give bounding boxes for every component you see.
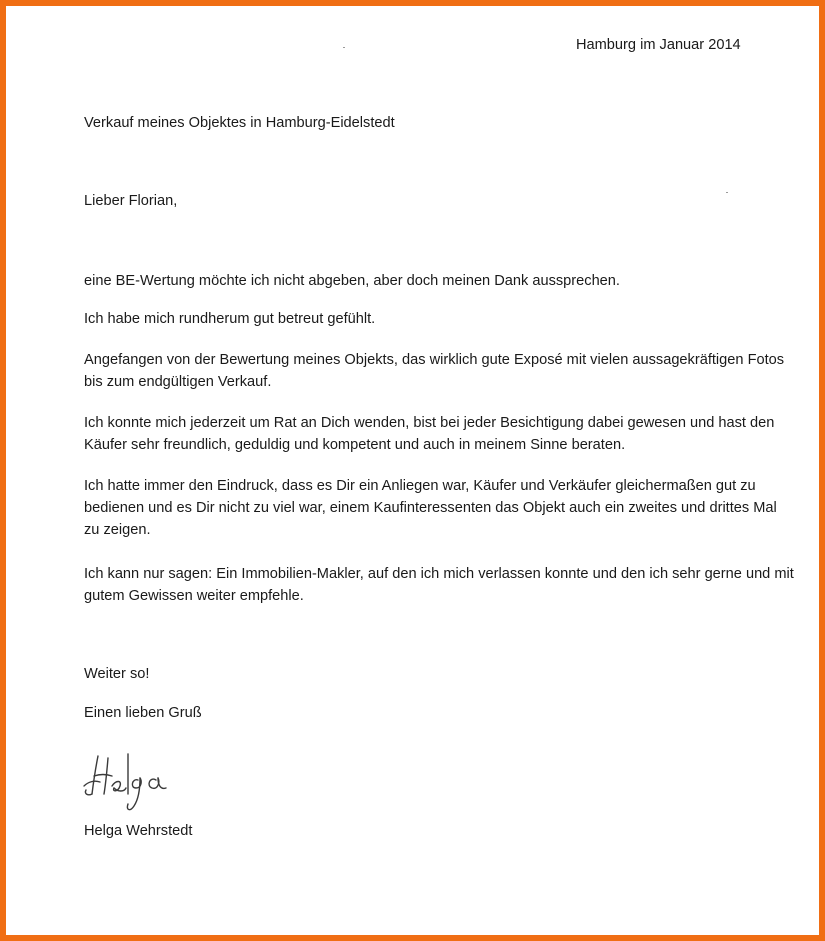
paragraph-impression: Ich hatte immer den Eindruck, dass es Dir ein Anliegen war, Käufer und Verkäufer gleichermaßen gut zu bedienen und es Dir nicht zu viel war, einem Kaufinteressenten das Objekt auch ein zweites und drittes Mal zu zeigen. bbox=[84, 478, 777, 538]
subject-line: Verkauf meines Objektes in Hamburg-Eidelstedt bbox=[84, 115, 395, 131]
paragraph-expose: Angefangen von der Bewertung meines Objekts, das wirklich gute Exposé mit vielen aussagekräftigen Fotos bis zum endgültigen Verkauf. bbox=[84, 352, 785, 390]
salutation: Lieber Florian, bbox=[84, 193, 178, 209]
paragraph-service: Ich habe mich rundherum gut betreut gefühlt. bbox=[84, 311, 376, 327]
closing-cheer: Weiter so! bbox=[84, 666, 150, 682]
signer-name: Helga Wehrstedt bbox=[84, 823, 193, 839]
scan-speck bbox=[343, 47, 345, 48]
paragraph-viewings: Ich konnte mich jederzeit um Rat an Dich wenden, bist bei jeder Besichtigung dabei gewesen und hast den Käufer sehr freundlich, geduldig und kompetent und auch in meinem Sinne beraten. bbox=[84, 415, 775, 453]
place-date: Hamburg im Januar 2014 bbox=[576, 37, 741, 53]
scan-speck bbox=[726, 192, 728, 193]
handwritten-signature bbox=[78, 750, 188, 816]
closing-greeting: Einen lieben Gruß bbox=[84, 705, 202, 721]
paragraph-thanks: eine BE-Wertung möchte ich nicht abgeben, aber doch meinen Dank aussprechen. bbox=[84, 273, 620, 289]
paragraph-recommendation: Ich kann nur sagen: Ein Immobilien-Makler, auf den ich mich verlassen konnte und den ich sehr gerne und mit gutem Gewissen weiter empfehle. bbox=[84, 566, 794, 604]
